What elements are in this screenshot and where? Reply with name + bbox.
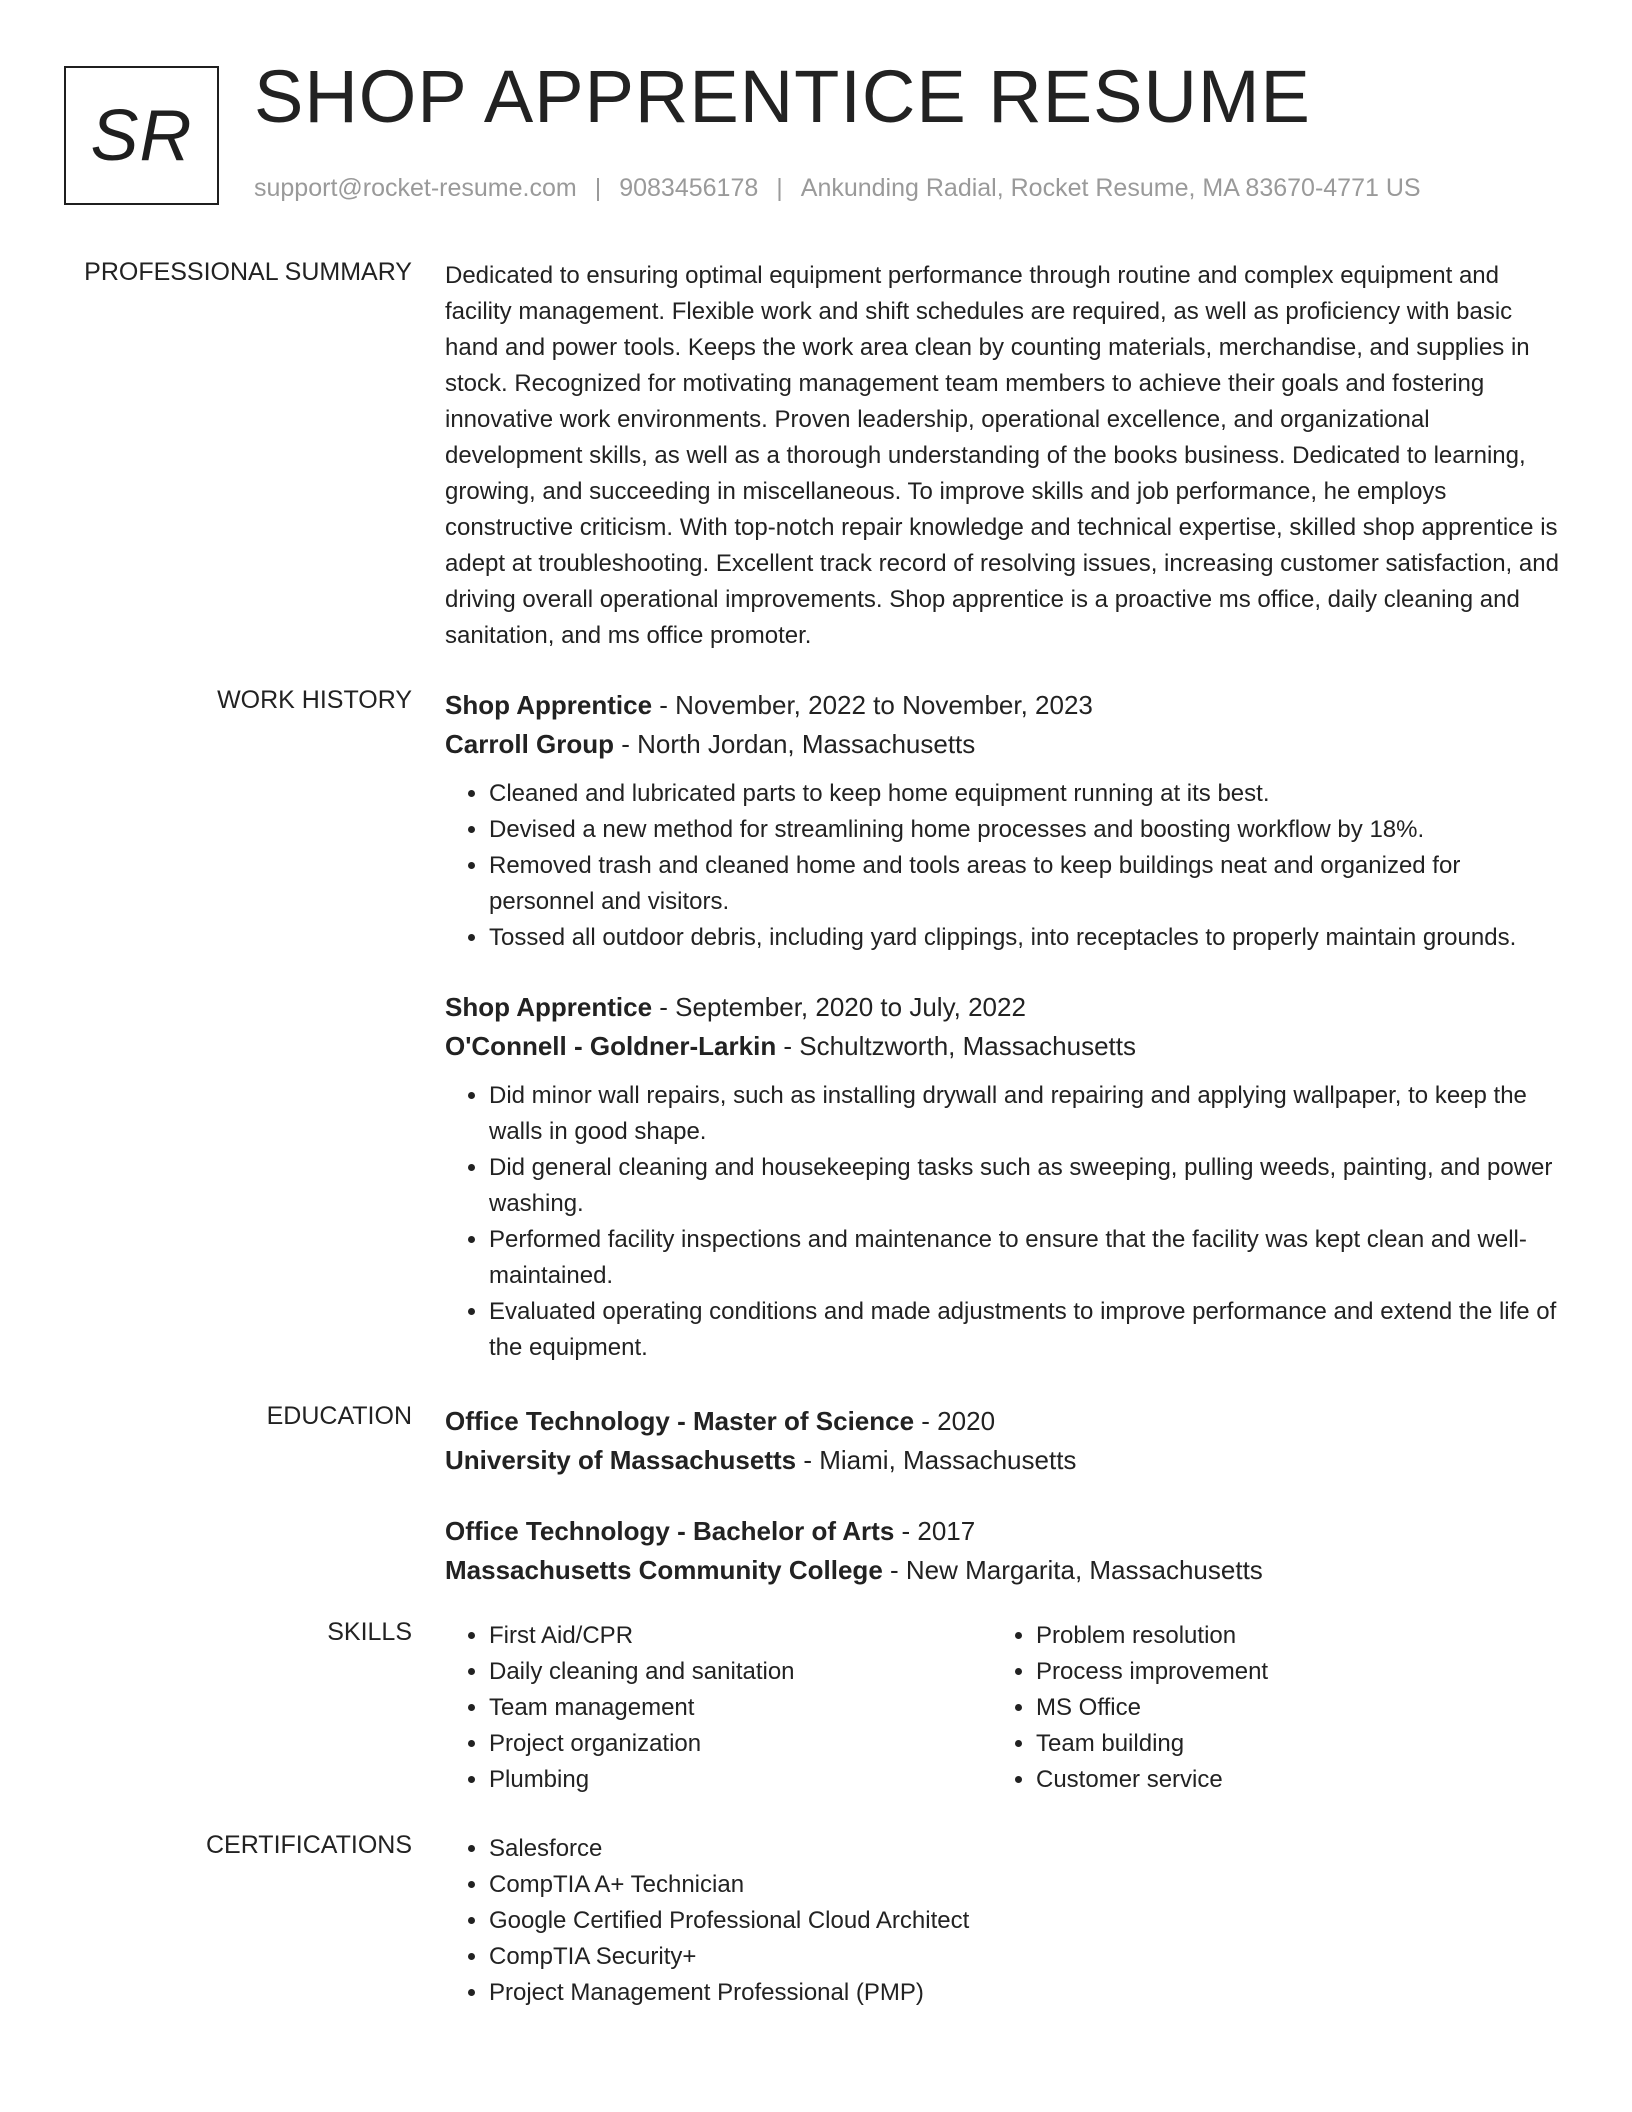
skill-item: • MS Office <box>1036 1690 1539 1726</box>
summary-body <box>445 258 1560 654</box>
resume-title: SHOP APPRENTICE RESUME <box>254 55 1311 138</box>
skill-item: • First Aid/CPR <box>489 1618 992 1654</box>
contact-phone[interactable]: 9083456178 <box>619 174 759 202</box>
education-body <box>445 1402 1560 1622</box>
job-title-line <box>445 686 1560 725</box>
certification-item: • Project Management Professional (PMP) <box>489 1975 1560 2011</box>
section-label-work: WORK HISTORY <box>217 686 412 714</box>
skill-item: • Project organization <box>489 1726 992 1762</box>
job-company: O'Connell - Goldner-Larkin <box>445 1031 777 1061</box>
job-bullet: • Removed trash and cleaned home and tools areas to keep buildings neat and organized for personnel and visitors. <box>489 848 1560 920</box>
degree-name: Office Technology - Bachelor of Arts <box>445 1516 895 1546</box>
education-entry <box>445 1402 1560 1480</box>
school-location: - Miami, Massachusetts <box>796 1445 1077 1475</box>
skills-body <box>445 1618 1560 1798</box>
job-company: Carroll Group <box>445 729 615 759</box>
school-location: - New Margarita, Massachusetts <box>882 1555 1263 1585</box>
job-title: Shop Apprentice <box>445 690 653 720</box>
education-entry <box>445 1512 1560 1590</box>
monogram-logo: SR <box>64 66 219 205</box>
contact-address: Ankunding Radial, Rocket Resume, MA 83670-4771 US <box>800 174 1421 202</box>
section-label-skills: SKILLS <box>327 1618 412 1646</box>
skill-item: • Process improvement <box>1036 1654 1539 1690</box>
degree-line <box>445 1402 1560 1441</box>
job-dates: - November, 2022 to November, 2023 <box>652 690 1093 720</box>
contact-separator: | <box>776 174 783 202</box>
skill-item: • Daily cleaning and sanitation <box>489 1654 992 1690</box>
job-entry <box>445 988 1560 1366</box>
job-dates: - September, 2020 to July, 2022 <box>652 992 1026 1022</box>
job-entry <box>445 686 1560 956</box>
section-label-education: EDUCATION <box>266 1402 412 1430</box>
work-body <box>445 686 1560 1398</box>
school-line <box>445 1441 1560 1480</box>
section-label-certifications: CERTIFICATIONS <box>205 1831 412 1859</box>
skill-item: • Plumbing <box>489 1762 992 1798</box>
degree-year: - 2017 <box>894 1516 976 1546</box>
job-title: Shop Apprentice <box>445 992 653 1022</box>
job-bullet: • Did general cleaning and housekeeping tasks such as sweeping, pulling weeds, painting, and power washing. <box>489 1150 1560 1222</box>
job-bullets <box>445 1078 1560 1366</box>
certification-item: • CompTIA A+ Technician <box>489 1867 1560 1903</box>
job-company-line <box>445 1027 1560 1066</box>
contact-line <box>254 174 1421 203</box>
job-bullet: • Did minor wall repairs, such as installing drywall and repairing and applying wallpaper, to keep the walls in good shape. <box>489 1078 1560 1150</box>
skills-grid <box>445 1618 1560 1798</box>
skill-item: • Customer service <box>1036 1762 1539 1798</box>
skills-column-left <box>445 1618 992 1798</box>
job-bullet: • Performed facility inspections and maintenance to ensure that the facility was kept clean and well-maintained. <box>489 1222 1560 1294</box>
school-line <box>445 1551 1560 1590</box>
certification-item: • Salesforce <box>489 1831 1560 1867</box>
job-location: - Schultzworth, Massachusetts <box>776 1031 1137 1061</box>
contact-separator: | <box>594 174 602 202</box>
skill-item: • Team building <box>1036 1726 1539 1762</box>
certification-list <box>445 1831 1560 2011</box>
certification-item: • CompTIA Security+ <box>489 1939 1560 1975</box>
summary-text: Dedicated to ensuring optimal equipment performance through routine and complex equipment and facility management. Flexible work and shift schedules are required, as well as proficiency with basic hand and power tools. Keeps the work area clean by counting materials, merchandise, and supplies in stock. Recognized for motivating management team members to achieve their goals and fostering innovative work environments. Proven leadership, operational excellence, and organizational development skills, as well as a thorough understanding of the books business. Dedicated to learning, growing, and succeeding in miscellaneous. To improve skills and job performance, he employs constructive criticism. With top-notch repair knowledge and technical expertise, skilled shop apprentice is adept at troubleshooting. Excellent track record of resolving issues, increasing customer satisfaction, and driving overall operational improvements. Shop apprentice is a proactive ms office, daily cleaning and sanitation, and ms office promoter. <box>445 262 1559 649</box>
degree-year: - 2020 <box>914 1406 996 1436</box>
job-bullet: • Tossed all outdoor debris, including yard clippings, into receptacles to properly maintain grounds. <box>489 920 1560 956</box>
job-location: - North Jordan, Massachusetts <box>614 729 976 759</box>
job-title-line <box>445 988 1560 1027</box>
contact-email[interactable]: support@rocket-resume.com <box>254 174 577 202</box>
degree-line <box>445 1512 1560 1551</box>
job-bullet: • Evaluated operating conditions and made adjustments to improve performance and extend the life of the equipment. <box>489 1294 1560 1366</box>
certifications-body <box>445 1831 1560 2011</box>
school-name: University of Massachusetts <box>445 1445 797 1475</box>
job-company-line <box>445 725 1560 764</box>
section-label-summary: PROFESSIONAL SUMMARY <box>84 258 412 286</box>
job-bullets <box>445 776 1560 956</box>
job-bullet: • Cleaned and lubricated parts to keep home equipment running at its best. <box>489 776 1560 812</box>
job-bullet: • Devised a new method for streamlining home processes and boosting workflow by 18%. <box>489 812 1560 848</box>
certification-item: • Google Certified Professional Cloud Architect <box>489 1903 1560 1939</box>
skill-item: • Team management <box>489 1690 992 1726</box>
skills-column-right <box>992 1618 1539 1798</box>
degree-name: Office Technology - Master of Science <box>445 1406 915 1436</box>
school-name: Massachusetts Community College <box>445 1555 883 1585</box>
skill-item: • Problem resolution <box>1036 1618 1539 1654</box>
